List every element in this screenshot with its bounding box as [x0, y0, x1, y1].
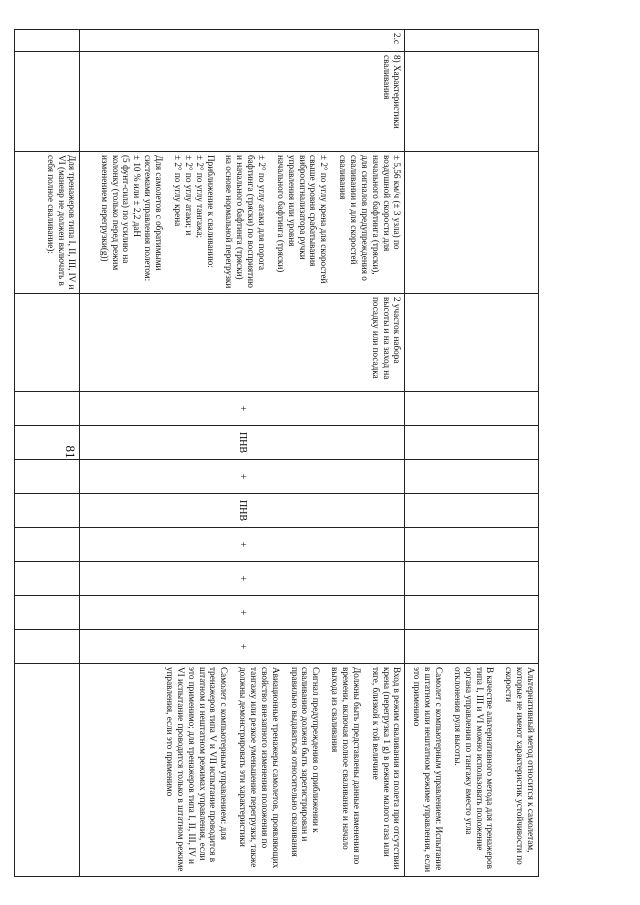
cell-empty: [405, 460, 539, 494]
remark-paragraph: Альтернативный метод относится к самолетам, которые не имеют характеристик устойчивости по скорости: [504, 667, 536, 865]
cell-empty: [405, 30, 539, 52]
cell-empty: [15, 528, 80, 562]
tolerance-paragraph: ± 2° по углу крена для скоростей свыше уровня срабатывания вибросигнализатора ручки управления или уровня начального бафтинга (тряски): [275, 155, 330, 284]
remark-paragraph: Самолет с компьютерным управлением: Испытание в штатном или нештатном режиме управления, если это применимо: [412, 667, 444, 873]
document-sheet: [45, 29, 539, 876]
mark-cell: +: [80, 460, 405, 494]
cell-empty: [405, 596, 539, 630]
cell-empty: [15, 460, 80, 494]
cell-empty: [15, 30, 80, 52]
remark-paragraph: Должны быть представлены данные изменения по времени, включая полное сваливание и начало выхода из сваливания: [330, 667, 362, 865]
tolerance-cell: [80, 152, 405, 294]
cell-empty: [405, 630, 539, 664]
item-number-cell: 2.c: [80, 30, 405, 52]
flight-condition-cell: 2 участок набора высоты и на заход на посадку или посадка: [80, 294, 405, 392]
mark-cell: +: [80, 562, 405, 596]
cell-empty: [405, 426, 539, 460]
cell-empty: [15, 596, 80, 630]
cell-empty: [15, 630, 80, 664]
remark-paragraph: Вход в режим сваливания из полета при отсутствии крена (перегрузка 1 g) в режиме малого газа или тяге, близкой к той величине: [370, 667, 403, 870]
mark-cell: ПНВ: [80, 426, 405, 460]
cell-empty: [405, 152, 539, 294]
test-name: Характеристики сваливания: [381, 55, 403, 129]
page-number: 81: [63, 445, 78, 459]
mark-cell: +: [80, 596, 405, 630]
mark-cell: +: [80, 528, 405, 562]
remarks-cell-top: [405, 664, 539, 877]
mark-cell: +: [80, 630, 405, 664]
remark-paragraph: Самолет с компьютерным управлением: для тренажеров типа V и VII испытание проводится в штатном и нештатном режимах управления, если это применимо; для тренажеров типа I, II, III, IV и VI испытание проводится только в штатном режиме управления, если это применимо: [164, 667, 230, 872]
tolerance-paragraph: Приближение к сваливанию: ± 2° по углу тангажа; ± 2° по углу атаки; и ± 2° по углу крена: [172, 155, 216, 268]
table-row-bottom: [15, 30, 80, 877]
cell-empty: [405, 562, 539, 596]
table-row-stall: [80, 30, 405, 877]
tolerance-paragraph: Для самолетов с обратимыми системами управления полетом: ± 10 % или ± 2,2 даН (5 фунт-сила) по усилию на колонку (только перед режим изменением перегрузки(g)): [99, 155, 165, 282]
table-row-top: [405, 30, 539, 877]
cell-empty: [15, 426, 80, 460]
remarks-cell: [80, 664, 405, 877]
cell-empty: [15, 664, 80, 877]
requirements-table: [14, 29, 539, 877]
tolerance-paragraph: ± 5,56 км/ч (± 3 узла) по воздушной скорости для начального бафтинга (тряски), для сигналов предупреждения о сваливании и для скоростей сваливания: [338, 155, 403, 281]
remark-paragraph: В качестве альтернативного метода для тренажеров типа I, III и VI можно использовать положение органа управления по тангажу вместо угла отклонения руля высоты.: [452, 667, 496, 869]
cell-empty: [405, 494, 539, 528]
cell-empty: [15, 52, 80, 152]
mark-cell: ПНВ: [80, 494, 405, 528]
cell-empty: [15, 494, 80, 528]
cell-empty: [405, 528, 539, 562]
test-number: 8): [392, 55, 403, 63]
cell-empty: [15, 562, 80, 596]
cell-empty: [15, 294, 80, 392]
cell-empty: [405, 294, 539, 392]
tolerance-paragraph: ± 2° по углу атаки для порога бафтинга (тряски) по восприятию и начального бафтинга (тряски) на основе нормальной перегрузки: [224, 155, 267, 289]
tolerance-cell-bottom: Для тренажеров типа I, II, III, IV и VI (маневр не должен включать в себя полное сваливание):: [15, 152, 80, 294]
cell-empty: [15, 392, 80, 426]
test-name-cell: [80, 52, 405, 152]
cell-empty: [405, 392, 539, 426]
cell-empty: [405, 52, 539, 152]
mark-cell: +: [80, 392, 405, 426]
remark-paragraph: Авиационные тренажеры самолетов, проявляющих свойство внезапного изменения положения по тангажу или резкое уменьшение перегрузки, также должны демонстрировать эти характеристики: [238, 667, 281, 869]
remark-paragraph: Сигнал предупреждения о приближении к сваливанию должен быть зарегистрирован и правильно выдаваться относительно сваливания: [289, 667, 322, 857]
